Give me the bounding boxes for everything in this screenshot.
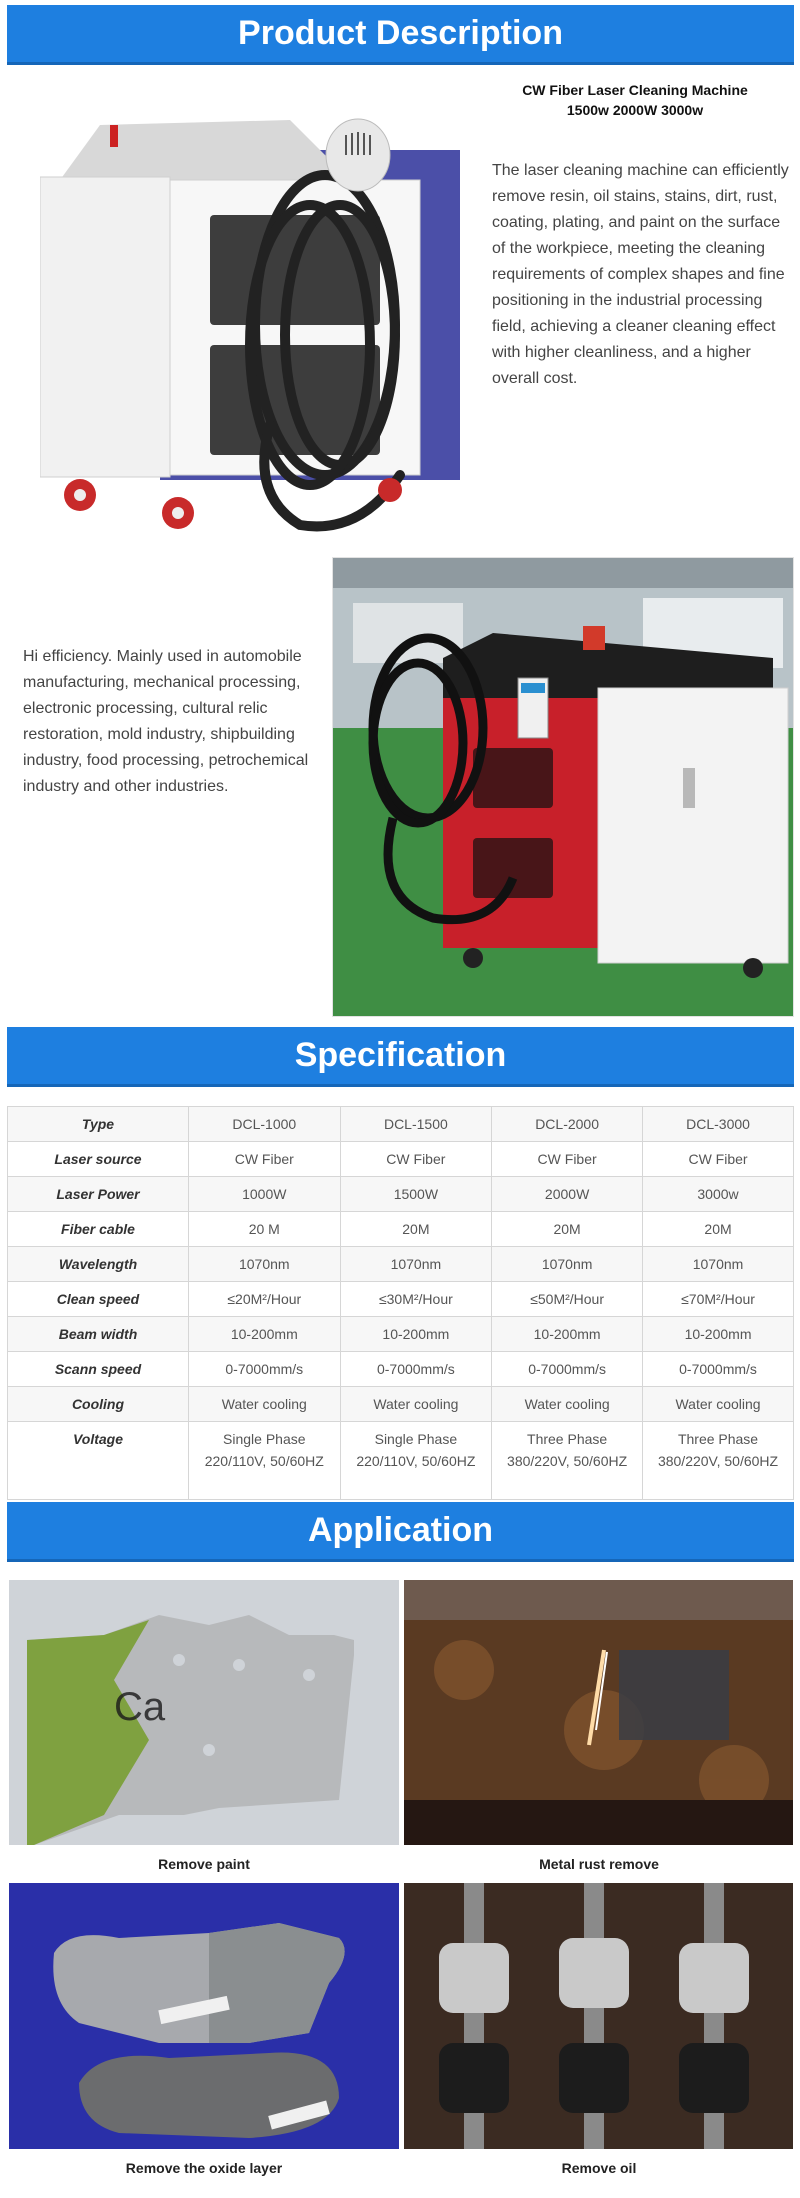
- spec-cell: Water cooling: [189, 1387, 341, 1422]
- spec-cell: 1070nm: [643, 1247, 794, 1282]
- oxide-layer-photo: [9, 1883, 399, 2149]
- spec-cell: DCL-2000: [492, 1107, 643, 1142]
- spec-row: [8, 1282, 794, 1317]
- spec-row: [8, 1352, 794, 1387]
- machine-photo-white: [40, 95, 470, 545]
- spec-cell: DCL-1500: [340, 1107, 492, 1142]
- spec-cell: CW Fiber: [189, 1142, 341, 1177]
- spec-row: [8, 1107, 794, 1142]
- spec-cell: Single Phase 220/110V, 50/60HZ: [189, 1422, 341, 1500]
- product-description-banner: Product Description: [7, 5, 794, 65]
- spec-cell: ≤20M²/Hour: [189, 1282, 341, 1317]
- spec-cell: CW Fiber: [492, 1142, 643, 1177]
- spec-table: [7, 1106, 794, 1500]
- spec-cell: 1070nm: [340, 1247, 492, 1282]
- spec-row-label: Laser source: [8, 1142, 189, 1177]
- spec-cell: CW Fiber: [340, 1142, 492, 1177]
- spec-cell: 1500W: [340, 1177, 492, 1212]
- machine-photo-red: [332, 557, 794, 1017]
- product-title-line2: 1500w 2000W 3000w: [566, 102, 704, 118]
- spec-row: [8, 1422, 794, 1500]
- spec-row-label: Scann speed: [8, 1352, 189, 1387]
- remove-paint-caption: Remove paint: [158, 1856, 250, 1872]
- efficiency-text: Hi efficiency. Mainly used in automobile manufacturing, mechanical processing, electronic processing, cultural relic restoration, mold industry, shipbuilding industry, food processing, petrochemical industry and other industries.: [23, 648, 309, 795]
- spec-cell: 20 M: [189, 1212, 341, 1247]
- spec-cell: 10-200mm: [643, 1317, 794, 1352]
- spec-row: [8, 1317, 794, 1352]
- spec-row-label: Voltage: [8, 1422, 189, 1500]
- spec-cell: 20M: [492, 1212, 643, 1247]
- spec-row: [8, 1212, 794, 1247]
- spec-row: [8, 1247, 794, 1282]
- spec-cell: 0-7000mm/s: [492, 1352, 643, 1387]
- spec-cell: 1070nm: [492, 1247, 643, 1282]
- spec-cell: 10-200mm: [340, 1317, 492, 1352]
- spec-cell: Water cooling: [492, 1387, 643, 1422]
- spec-cell: Water cooling: [340, 1387, 492, 1422]
- spec-row: [8, 1387, 794, 1422]
- svg-text:Ca: Ca: [114, 1685, 166, 1729]
- spec-cell: 0-7000mm/s: [189, 1352, 341, 1387]
- spec-cell: 1000W: [189, 1177, 341, 1212]
- spec-cell: DCL-1000: [189, 1107, 341, 1142]
- spec-cell: ≤70M²/Hour: [643, 1282, 794, 1317]
- spec-cell: 20M: [340, 1212, 492, 1247]
- spec-row-label: Cooling: [8, 1387, 189, 1422]
- spec-row-label: Fiber cable: [8, 1212, 189, 1247]
- spec-cell: Single Phase 220/110V, 50/60HZ: [340, 1422, 492, 1500]
- spec-cell: 20M: [643, 1212, 794, 1247]
- application-banner: Application: [7, 1502, 794, 1562]
- spec-cell: 0-7000mm/s: [340, 1352, 492, 1387]
- spec-cell: CW Fiber: [643, 1142, 794, 1177]
- spec-cell: 10-200mm: [189, 1317, 341, 1352]
- spec-cell: ≤50M²/Hour: [492, 1282, 643, 1317]
- metal-rust-photo: [404, 1580, 793, 1845]
- spec-cell: Three Phase 380/220V, 50/60HZ: [643, 1422, 794, 1500]
- spec-cell: DCL-3000: [643, 1107, 794, 1142]
- remove-paint-photo: [9, 1580, 399, 1845]
- product-description-text: The laser cleaning machine can efficiently remove resin, oil stains, stains, dirt, rust, coating, plating, and paint on the surface of the workpiece, meeting the cleaning requirements of complex shapes and fine positioning in the industrial processing field, achieving a cleaner cleaning effect with higher cleanliness, and a higher overall cost.: [492, 162, 789, 387]
- spec-row: [8, 1177, 794, 1212]
- spec-row-label: Clean speed: [8, 1282, 189, 1317]
- remove-oil-caption: Remove oil: [561, 2160, 637, 2176]
- spec-cell: ≤30M²/Hour: [340, 1282, 492, 1317]
- spec-cell: 0-7000mm/s: [643, 1352, 794, 1387]
- spec-cell: 10-200mm: [492, 1317, 643, 1352]
- spec-row-label: Type: [8, 1107, 189, 1142]
- spec-cell: Three Phase 380/220V, 50/60HZ: [492, 1422, 643, 1500]
- spec-row-label: Laser Power: [8, 1177, 189, 1212]
- spec-cell: 3000w: [643, 1177, 794, 1212]
- specification-banner: Specification: [7, 1027, 794, 1087]
- spec-cell: Water cooling: [643, 1387, 794, 1422]
- metal-rust-caption: Metal rust remove: [539, 1856, 659, 1872]
- spec-cell: 2000W: [492, 1177, 643, 1212]
- product-title-line1: CW Fiber Laser Cleaning Machine: [522, 82, 748, 98]
- spec-row: [8, 1142, 794, 1177]
- product-title: [470, 80, 800, 120]
- spec-cell: 1070nm: [189, 1247, 341, 1282]
- remove-oil-photo: [404, 1883, 793, 2149]
- spec-row-label: Beam width: [8, 1317, 189, 1352]
- spec-row-label: Wavelength: [8, 1247, 189, 1282]
- oxide-layer-caption: Remove the oxide layer: [125, 2160, 283, 2176]
